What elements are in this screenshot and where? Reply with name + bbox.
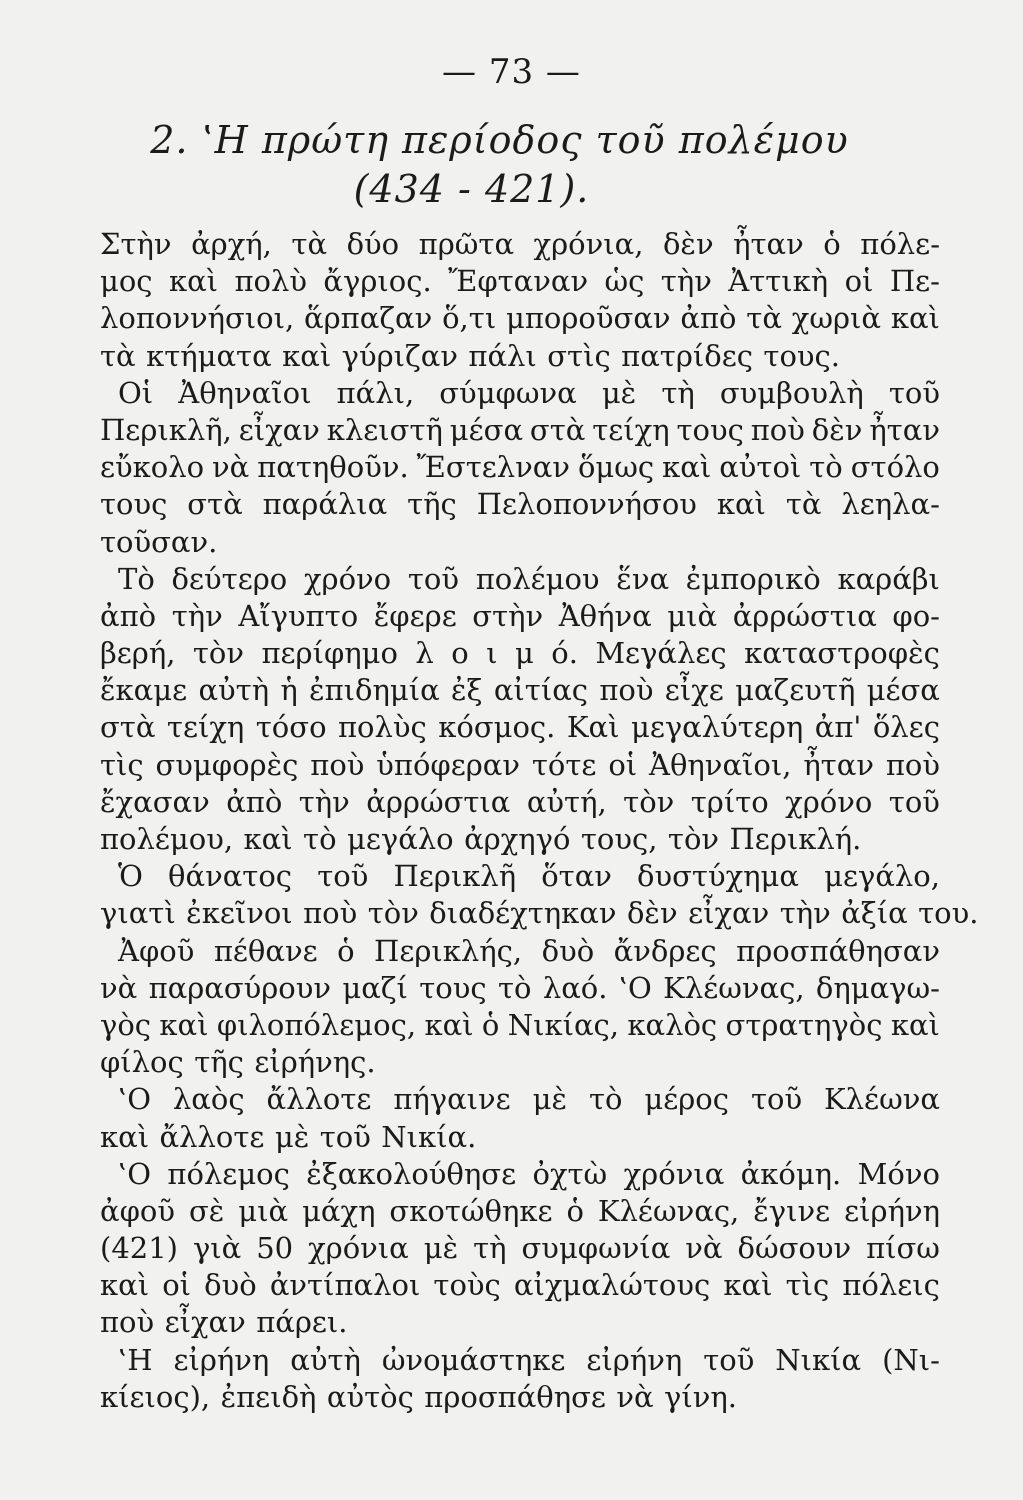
text-line (100, 375, 940, 412)
word: γύριζαν (341, 338, 458, 373)
word: τὸν (367, 896, 419, 931)
word: κτήματα (146, 338, 272, 373)
text-line (100, 747, 940, 784)
word: τὸ (809, 450, 843, 485)
word: Ἔστελναν (416, 450, 570, 485)
word: εἰρήνη (844, 1193, 940, 1228)
word: ποὺ (885, 747, 940, 782)
word: Νικία. (381, 1119, 477, 1154)
word: μεγάλο, (824, 859, 940, 894)
word: ἀπὸ (100, 598, 157, 633)
word: μποροῦσαν (506, 301, 671, 336)
word: τοῦ (888, 375, 940, 410)
word: ἄλλοτε (266, 1082, 372, 1117)
word: ι (486, 636, 498, 671)
word: καὶ (890, 1007, 940, 1042)
word: καὶ (159, 1007, 209, 1042)
word: ὅλες (872, 710, 940, 745)
word: οἱ (162, 1268, 192, 1303)
word: Κλέωνας, (663, 970, 805, 1005)
word: ἦταν (869, 412, 940, 447)
word: τοῦ (888, 784, 940, 819)
text-line (100, 561, 940, 598)
word: ἄνδρες (613, 933, 717, 968)
word: πολέμου (475, 561, 600, 596)
word: στρατηγὸς (725, 1007, 883, 1042)
word: σὲ (188, 1193, 225, 1228)
text-line (100, 524, 940, 561)
word: τοῦ (319, 1119, 371, 1154)
word: τὸ (588, 1082, 623, 1117)
word: βερή, (100, 636, 176, 671)
word: νὰ (100, 970, 138, 1005)
word: ἀπὸ (226, 784, 283, 819)
word: στὴν (472, 598, 544, 633)
word: δεύτερο (171, 561, 288, 596)
word: ἄλλοτε (159, 1119, 265, 1154)
word: Περικλή. (729, 822, 862, 856)
word: τὸ (303, 822, 337, 856)
text-line (100, 858, 940, 895)
word: ἀρχή, (191, 227, 272, 261)
word: ὁ (823, 227, 841, 261)
word: ὡς (604, 264, 645, 299)
word: χρόνια (623, 1156, 725, 1191)
word: ἀντίπαλοι (269, 1268, 421, 1303)
word: εἶχαν (688, 896, 770, 931)
text-line (100, 226, 940, 263)
word: ἀκόμη. (740, 1156, 842, 1191)
word: τὴ (661, 375, 695, 410)
word: αὐτὴ (198, 673, 270, 708)
word: τους (676, 412, 744, 447)
word: μάχη (302, 1193, 376, 1228)
word: πολὺς (338, 710, 427, 745)
word: Μεγάλες (595, 636, 727, 671)
word: τόσο (255, 710, 327, 745)
word: στὶς (547, 338, 611, 373)
word: λαὸς (172, 1082, 245, 1117)
word: πατηθοῦν. (257, 450, 409, 485)
word: πόλε- (860, 227, 940, 261)
word: συμβουλὴ (719, 375, 864, 410)
word: (Νι- (882, 1342, 940, 1377)
word: λοποννήσιοι, (100, 301, 295, 336)
word: αὐτὴ (290, 1342, 361, 1377)
word: στόλο (850, 450, 940, 485)
word: τὰ (746, 301, 782, 336)
word: μέσα (866, 673, 940, 708)
text-line (100, 1267, 940, 1304)
word: ἐξακολούθησε (306, 1156, 517, 1191)
word: 50 (256, 1231, 294, 1266)
word: συμφορὲς (155, 747, 299, 782)
text-line (100, 338, 940, 375)
word: ὀχτὼ (532, 1156, 608, 1191)
word: μος (100, 264, 153, 299)
word: κλειστῆ (326, 412, 443, 447)
word: Αἴγυπτο (238, 598, 359, 633)
word: κόσμος. (438, 710, 556, 745)
word: Πελοποννήσου (476, 487, 697, 522)
word: θάνατος (168, 859, 293, 894)
word: τοῦ (407, 561, 459, 596)
word: πολὺ (234, 264, 307, 299)
word: Περικλῆ (393, 859, 517, 894)
word: μὲ (601, 375, 637, 410)
word: τοῦ (317, 859, 369, 894)
text-line (100, 821, 940, 858)
word: καὶ (100, 1268, 150, 1303)
word: διαδέχτηκαν (429, 896, 617, 931)
word: φο- (892, 598, 940, 633)
word: ἔκαμε (100, 673, 188, 708)
word: καλὸς (627, 1007, 718, 1042)
word: ἀπὸ (680, 301, 737, 336)
word: ἀρρώστια (732, 598, 877, 633)
word: συμφωνία (521, 1231, 671, 1266)
word: καὶ (100, 1119, 150, 1154)
word: δώσουν (737, 1231, 852, 1266)
word: Κλέωνα (824, 1082, 940, 1117)
word: πάλι (468, 338, 537, 373)
word: ἦταν (803, 747, 874, 782)
word: (421) (100, 1231, 178, 1266)
word: αὐτή, (526, 784, 607, 819)
word: τους (419, 970, 487, 1005)
word: Ἀθηναῖοι, (649, 747, 792, 782)
word: σκοτώθηκε (389, 1193, 553, 1228)
word: ποὺ (599, 673, 654, 708)
word: εἰρήνη (173, 1342, 270, 1377)
word: τοῦσαν. (100, 524, 218, 559)
body-text (100, 226, 979, 1416)
word: ἄγριος. (323, 264, 432, 299)
word: χρόνο (303, 561, 392, 596)
word: παράλια (262, 487, 388, 522)
text-line (100, 263, 940, 300)
word: νὰ (685, 1231, 723, 1266)
word: δυὸ (204, 1268, 257, 1303)
word: ὁ (481, 1007, 500, 1042)
word: τὰ (291, 227, 328, 261)
word: χρόνο (785, 784, 873, 819)
word: τὴν (779, 896, 831, 931)
word: μ (514, 636, 534, 671)
word: Περικλῆ, (100, 412, 232, 447)
word: λ (415, 636, 434, 671)
word: σύμφωνα (439, 375, 577, 410)
word: εὔκολο (100, 450, 205, 485)
text-line (100, 1230, 940, 1267)
word: αἰτίας (493, 673, 589, 708)
word: στὰ (100, 710, 156, 745)
word: στὰ (187, 487, 243, 522)
word: καὶ (716, 487, 766, 522)
word: πόλεις (842, 1268, 940, 1303)
word: ὠνομάστηκε (381, 1342, 566, 1377)
word: ἀξία (841, 896, 908, 931)
word: τείχη (166, 710, 245, 745)
word: πίσω (866, 1231, 940, 1266)
word: ὅμως (577, 450, 655, 485)
word: Τὸ (118, 561, 155, 596)
word: μὲ (274, 1119, 310, 1154)
word: δὲν (811, 412, 863, 447)
word: ποὺ (303, 896, 358, 931)
word: δὲν (626, 896, 678, 931)
text-line (100, 635, 940, 672)
text-line (100, 672, 940, 709)
word: φίλος (100, 1045, 184, 1080)
word: μὲ (423, 1231, 459, 1266)
word: δύο (346, 227, 400, 261)
word: Ὁ (118, 859, 143, 894)
word: μαζευτῆ (735, 673, 856, 708)
word: γιατὶ (100, 896, 176, 931)
text-line (100, 970, 940, 1007)
text-line (100, 1156, 940, 1193)
text-line (100, 1044, 940, 1081)
word: ἔφερε (373, 598, 457, 633)
word: τείχη (592, 412, 670, 447)
word: ἐπειδὴ (220, 1379, 317, 1414)
word: καὶ (243, 822, 293, 856)
word: Πε- (889, 264, 940, 299)
word: τὴν (660, 264, 712, 299)
word: τὸ (497, 970, 532, 1005)
word: ἕνα (616, 561, 670, 596)
word: λαό. (542, 970, 608, 1005)
word: μέρος (644, 1082, 730, 1117)
word: πήγαινε (393, 1082, 511, 1117)
word: ἀφοῦ (100, 1193, 175, 1228)
word: δυὸ (541, 933, 595, 968)
word: Στὴν (100, 227, 172, 261)
word: τὴν (171, 598, 223, 633)
word: πέθανε (213, 933, 318, 968)
word: παρασύρουν (148, 970, 332, 1005)
word: χρόνια, (533, 227, 644, 261)
word: Ἀθηναῖοι (178, 375, 312, 410)
word: πρῶτα (418, 227, 515, 261)
word: προσπάθησε (424, 1379, 606, 1414)
word: τότε (531, 747, 597, 782)
text-line (100, 1119, 940, 1156)
text-line (100, 449, 940, 486)
text-line (100, 1081, 940, 1118)
word: Ἔφταναν (448, 264, 589, 299)
word: εἶχε (664, 673, 724, 708)
word: τὰ (785, 487, 822, 522)
page-number: — 73 — (442, 52, 581, 92)
word: φιλοπόλεμος, (216, 1007, 417, 1042)
word: περίφημο (261, 636, 398, 671)
word: δὲν (662, 227, 714, 261)
text-line (100, 1342, 940, 1379)
word: χωριὰ (791, 301, 881, 336)
word: καὶ (890, 301, 940, 336)
word: ‛Ο (118, 1156, 151, 1191)
word: εἰρήνη (586, 1342, 683, 1377)
word: τους. (763, 338, 841, 373)
text-line (100, 300, 940, 337)
section-heading-dates: (434 - 421). (353, 167, 590, 211)
word: καράβι (837, 561, 940, 596)
word: ἀρρώστια (366, 784, 511, 819)
word: Καὶ (566, 710, 620, 745)
word: ὁ (337, 933, 355, 968)
word: ἐξ (451, 673, 483, 708)
text-line (100, 709, 940, 746)
word: στὰ (529, 412, 586, 447)
word: ἦταν (733, 227, 804, 261)
section-heading: 2. ‛Η πρώτη περίοδος τοῦ πολέμου (150, 118, 849, 162)
word: του. (918, 896, 979, 931)
word: ἐμπορικὸ (685, 561, 821, 596)
text-line (100, 412, 940, 449)
word: μεγάλο (347, 822, 454, 856)
word: τοῦ (703, 1342, 755, 1377)
word: γίνη. (664, 1379, 737, 1414)
word: δυστύχημα (637, 859, 799, 894)
word: τρίτο (690, 784, 769, 819)
word: μέσα (449, 412, 524, 447)
word: τὶς (785, 1268, 830, 1303)
word: τὴ (473, 1231, 507, 1266)
word: τῆς (407, 487, 457, 522)
word: ποὺ (100, 1305, 155, 1340)
word: πάρει. (256, 1305, 348, 1340)
word: τὸν (623, 784, 675, 819)
word: μὲ (532, 1082, 568, 1117)
word: μεγαλύτερη (630, 710, 804, 745)
word: ἔγινε (753, 1193, 831, 1228)
word: μαζί (342, 970, 408, 1005)
text-line (100, 784, 940, 821)
word: ὅ,τι (442, 301, 497, 336)
text-line (100, 933, 940, 970)
text-line (100, 895, 979, 932)
word: καὶ (662, 450, 712, 485)
word: τὰ (100, 338, 136, 373)
text-line (100, 1379, 940, 1416)
word: αὐτὸς (326, 1379, 414, 1414)
word: ἐκεῖνοι (186, 896, 293, 931)
word: Οἱ (118, 375, 154, 410)
word: Ἀφοῦ (118, 933, 195, 968)
word: μιὰ (238, 1193, 289, 1228)
word: ἐπιδημία (309, 673, 440, 708)
word: προσπάθησαν (736, 933, 940, 968)
word: ‛Ο (118, 1082, 151, 1117)
word: ‛Ο (618, 970, 652, 1005)
word: Νικίας, (507, 1007, 620, 1042)
word: τὶς (100, 747, 144, 782)
word: Κλέωνας, (597, 1193, 740, 1228)
word: ἅρπαζαν (304, 301, 433, 336)
word: εἶχαν (164, 1305, 246, 1340)
word: καὶ (168, 264, 219, 299)
word: γιὰ (192, 1231, 242, 1266)
word: Περικλής, (374, 933, 523, 968)
word: πάλι, (336, 375, 415, 410)
word: τους (100, 487, 168, 522)
word: ἀρχηγό (464, 822, 571, 856)
word: πατρίδες (621, 338, 753, 373)
word: νὰ (616, 1379, 654, 1414)
word: πολέμου, (100, 822, 234, 856)
text-line (100, 1007, 940, 1044)
word: Ἀθήνα (558, 598, 652, 633)
word: μιὰ (667, 598, 718, 633)
word: εἰρήνης. (254, 1045, 376, 1080)
word: δημαγω- (815, 970, 940, 1005)
word: τὸν (192, 636, 245, 671)
word: ὅταν (541, 859, 612, 894)
word: καὶ (282, 338, 332, 373)
word: ποὺ (310, 747, 365, 782)
word: αἰχμαλώτους (513, 1268, 711, 1303)
word: ο (451, 636, 469, 671)
word: καταστροφὲς (744, 636, 940, 671)
word: ὁ (566, 1193, 584, 1228)
word: ό. (551, 636, 578, 671)
word: εἶχαν (238, 412, 320, 447)
word: καὶ (723, 1268, 773, 1303)
word: γὸς (100, 1007, 152, 1042)
word: ἀπ' (814, 710, 862, 745)
word: νὰ (212, 450, 250, 485)
word: ‛Η (118, 1342, 153, 1377)
word: ἡ (280, 673, 298, 708)
word: τὴν (298, 784, 350, 819)
text-line (100, 486, 940, 523)
word: τους, (580, 822, 658, 856)
word: τὸν (667, 822, 720, 856)
text-line (100, 1304, 940, 1341)
word: πόλεμος (167, 1156, 290, 1191)
word: Νικία (775, 1342, 862, 1377)
word: κίειος), (100, 1379, 211, 1414)
word: Ἀττικὴ (728, 264, 829, 299)
word: ποὺ (750, 412, 805, 447)
word: οἱ (844, 264, 874, 299)
word: οἱ (608, 747, 638, 782)
word: λεηλα- (841, 487, 940, 522)
word: ἔχασαν (100, 784, 210, 819)
word: τοῦ (750, 1082, 803, 1117)
word: τοὺς (433, 1268, 501, 1303)
word: ὑπόφεραν (376, 747, 521, 782)
text-line (100, 598, 940, 635)
word: αὐτοὶ (719, 450, 802, 485)
word: καὶ (424, 1007, 474, 1042)
word: χρόνια (308, 1231, 409, 1266)
word: Μόνο (857, 1156, 940, 1191)
word: τῆς (194, 1045, 244, 1080)
text-line (100, 1193, 940, 1230)
